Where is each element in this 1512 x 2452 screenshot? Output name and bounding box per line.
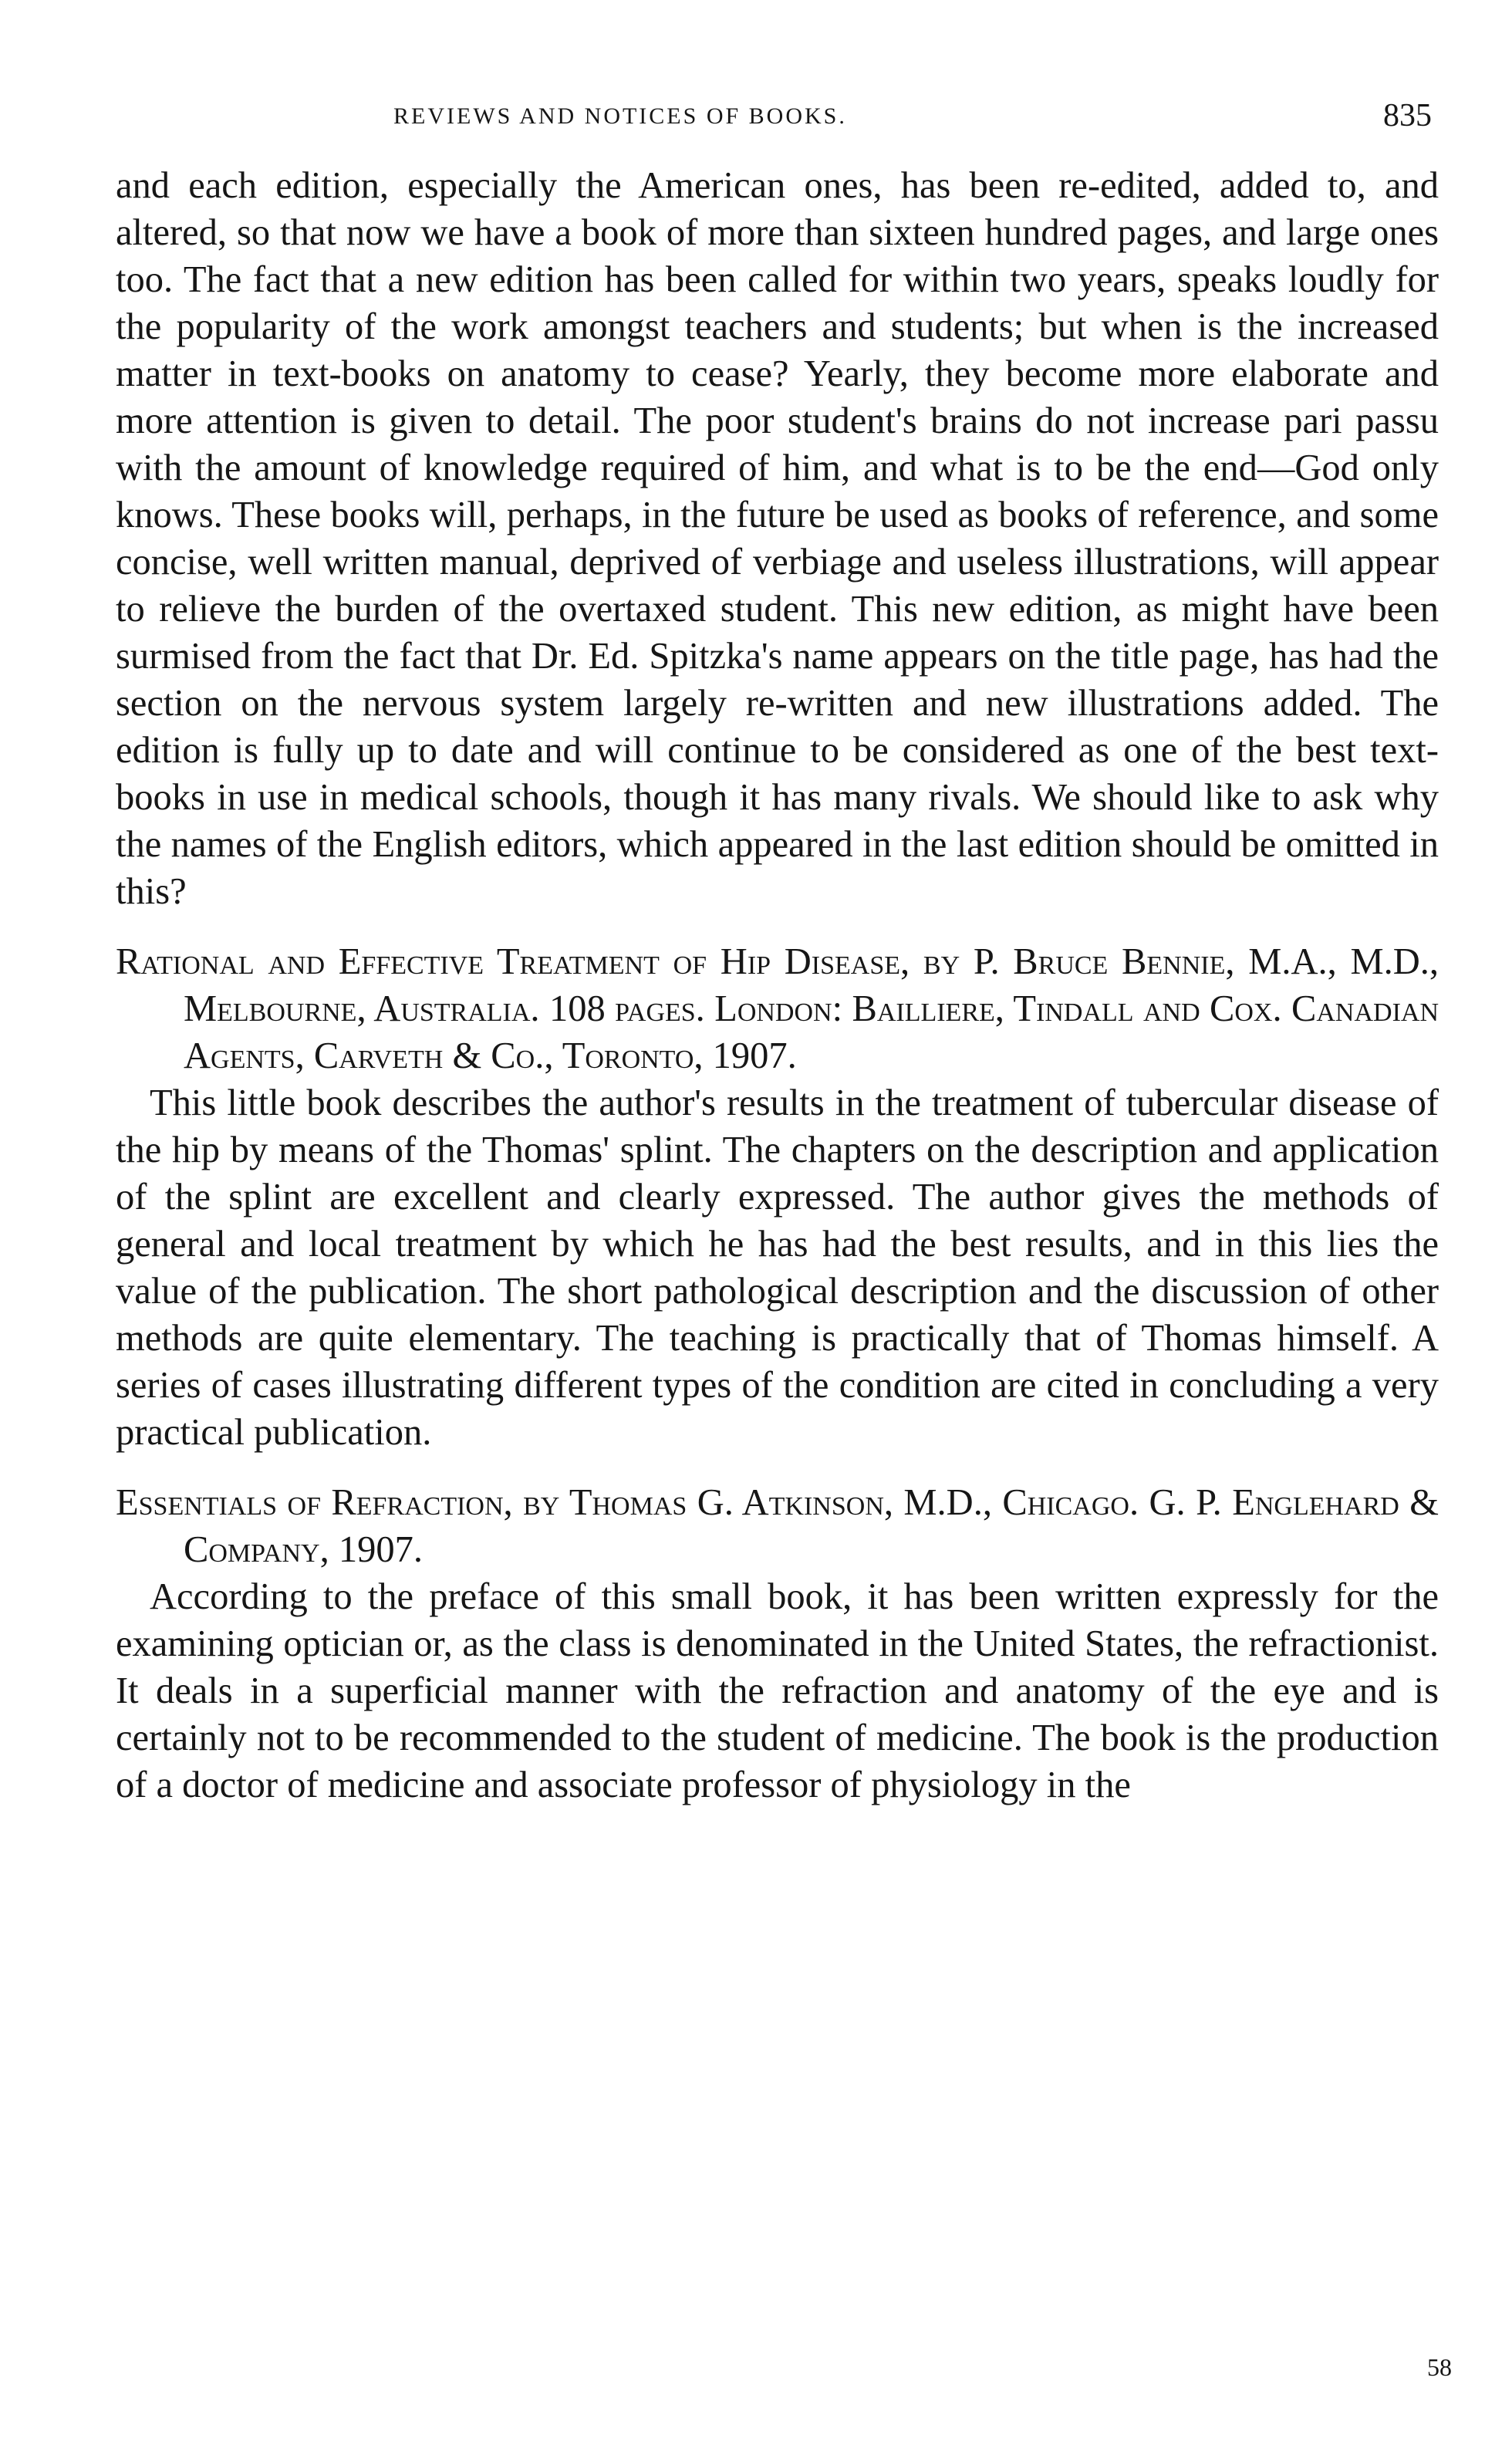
page-header (116, 94, 1450, 144)
review-paragraph: and each edition, especially the American ones, has been re-edited, added to, and altered, so that now we have a book of more than sixteen hundred pages, and large ones too. The fact that a new edition has been called for within two years, speaks loudly for the popularity of the work amongst teachers and students; but when is the increased matter in text-books on anatomy to cease? Yearly, they become more elaborate and more attention is given to detail. The poor student's brains do not increase pari passu with the amount of knowledge required of him, and what is to be the end—God only knows. These books will, perhaps, in the future be used as books of reference, and some concise, well written manual, deprived of verbiage and useless illustrations, will appear to relieve the burden of the overtaxed student. This new edition, as might have been surmised from the fact that Dr. Ed. Spitzka's name appears on the title page, has had the section on the nervous system largely re-written and new illustrations added. The edition is fully up to date and will continue to be considered as one of the best text-books in use in medical schools, though it has many rivals. We should like to ask why the names of the English editors, which appeared in the last edition should be omitted in this? (116, 165, 1439, 912)
book-entry-heading: Essentials of Refraction, by Thomas G. Atkinson, M.D., Chicago. G. P. Englehard & Company, 1907. (116, 1482, 1439, 1570)
signature-mark: 58 (1427, 2353, 1452, 2381)
review-paragraph: According to the preface of this small book, it has been written expressly for the examining optician or, as the class is denominated in the United States, the refractionist. It deals in a superficial manner with the refraction and anatomy of the eye and is certainly not to be recommended to the student of medicine. The book is the production of a doctor of medicine and associate professor of physiology in the (116, 1576, 1439, 1805)
book-entry-heading: Rational and Effective Treatment of Hip Disease, by P. Bruce Bennie, M.A., M.D., Melbourne, Australia. 108 pages. London: Bailliere, Tindall and Cox. Canadian Agents, Carveth & Co., Toronto, 1907. (116, 941, 1439, 1076)
page-number: 835 (1383, 98, 1432, 133)
page-body (116, 162, 1439, 1809)
review-paragraph: This little book describes the author's results in the treatment of tubercular disease of the hip by means of the Thomas' splint. The chapters on the description and application of the splint are excellent and clearly expressed. The author gives the methods of general and local treatment by which he has had the best results, and in this lies the value of the publication. The short pathological description and the discussion of other methods are quite elementary. The teaching is practically that of Thomas himself. A series of cases illustrating different types of the condition are cited in concluding a very practical publication. (116, 1082, 1439, 1453)
running-head: REVIEWS AND NOTICES OF BOOKS. (393, 103, 847, 129)
